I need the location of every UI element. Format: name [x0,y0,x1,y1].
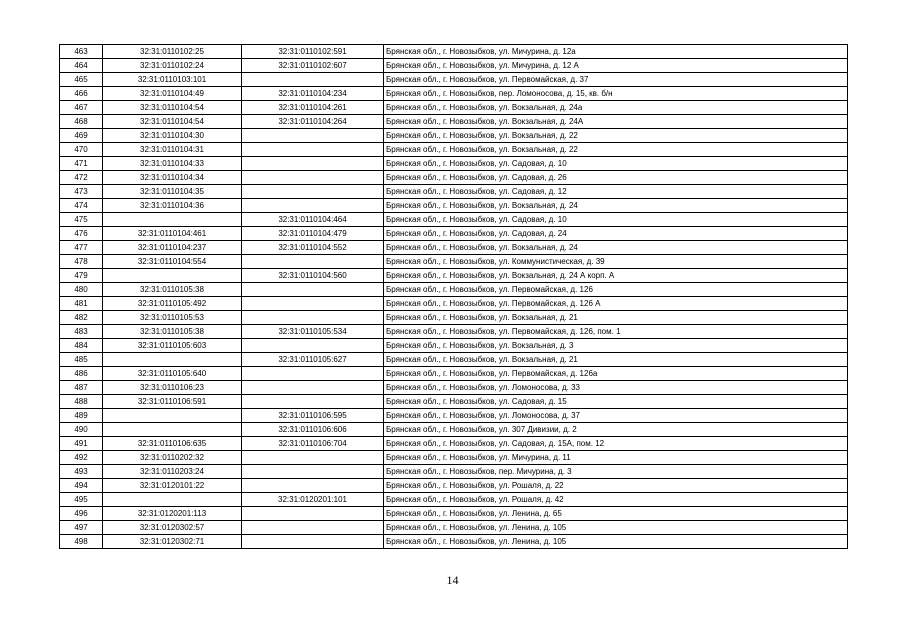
row-number-cell: 475 [60,213,103,227]
table-row [60,521,848,535]
row-number-cell: 468 [60,115,103,129]
address-cell: Брянская обл., г. Новозыбков, ул. Вокзальная, д. 22 [384,143,848,157]
row-number-cell: 494 [60,479,103,493]
table-row [60,227,848,241]
cadastral-number-cell: 32:31:0110106:23 [103,381,242,395]
building-cadastral-number-cell: 32:31:0110104:261 [242,101,384,115]
address-cell: Брянская обл., г. Новозыбков, ул. Вокзальная, д. 24 [384,241,848,255]
table-row [60,479,848,493]
table-row [60,381,848,395]
cadastral-number-cell: 32:31:0110203:24 [103,465,242,479]
building-cadastral-number-cell [242,171,384,185]
row-number-cell: 488 [60,395,103,409]
row-number-cell: 487 [60,381,103,395]
table-row [60,395,848,409]
row-number-cell: 476 [60,227,103,241]
address-cell: Брянская обл., г. Новозыбков, ул. Вокзальная, д. 22 [384,129,848,143]
table-row [60,45,848,59]
row-number-cell: 484 [60,339,103,353]
building-cadastral-number-cell [242,451,384,465]
cadastral-number-cell: 32:31:0110104:54 [103,101,242,115]
cadastral-number-cell: 32:31:0110104:49 [103,87,242,101]
address-cell: Брянская обл., г. Новозыбков, ул. Вокзальная, д. 24а [384,101,848,115]
building-cadastral-number-cell: 32:31:0110105:627 [242,353,384,367]
row-number-cell: 472 [60,171,103,185]
building-cadastral-number-cell: 32:31:0120201:101 [242,493,384,507]
row-number-cell: 464 [60,59,103,73]
building-cadastral-number-cell [242,185,384,199]
address-cell: Брянская обл., г. Новозыбков, ул. Садовая, д. 24 [384,227,848,241]
address-cell: Брянская обл., г. Новозыбков, ул. Первомайская, д. 37 [384,73,848,87]
building-cadastral-number-cell [242,143,384,157]
building-cadastral-number-cell [242,297,384,311]
address-cell: Брянская обл., г. Новозыбков, ул. Мичурина, д. 11 [384,451,848,465]
row-number-cell: 477 [60,241,103,255]
building-cadastral-number-cell [242,339,384,353]
building-cadastral-number-cell [242,367,384,381]
cadastral-number-cell: 32:31:0120201:113 [103,507,242,521]
table-row [60,423,848,437]
address-cell: Брянская обл., г. Новозыбков, ул. Коммунистическая, д. 39 [384,255,848,269]
table-row [60,241,848,255]
building-cadastral-number-cell [242,129,384,143]
address-cell: Брянская обл., г. Новозыбков, ул. Первомайская, д. 126а [384,367,848,381]
address-cell: Брянская обл., г. Новозыбков, пер. Ломоносова, д. 15, кв. б/н [384,87,848,101]
row-number-cell: 492 [60,451,103,465]
table-row [60,87,848,101]
table-row [60,507,848,521]
address-cell: Брянская обл., г. Новозыбков, ул. Садовая, д. 26 [384,171,848,185]
cadastral-number-cell: 32:31:0110106:635 [103,437,242,451]
cadastral-number-cell: 32:31:0110102:25 [103,45,242,59]
table-row [60,451,848,465]
row-number-cell: 478 [60,255,103,269]
cadastral-number-cell: 32:31:0110102:24 [103,59,242,73]
row-number-cell: 490 [60,423,103,437]
row-number-cell: 486 [60,367,103,381]
table-row [60,409,848,423]
cadastral-number-cell: 32:31:0110104:35 [103,185,242,199]
address-cell: Брянская обл., г. Новозыбков, ул. Ломоносова, д. 37 [384,409,848,423]
row-number-cell: 485 [60,353,103,367]
table-row [60,143,848,157]
cadastral-number-cell: 32:31:0110105:38 [103,325,242,339]
building-cadastral-number-cell [242,73,384,87]
address-cell: Брянская обл., г. Новозыбков, ул. Ленина, д. 105 [384,535,848,549]
building-cadastral-number-cell: 32:31:0110106:704 [242,437,384,451]
cadastral-number-cell: 32:31:0110105:53 [103,311,242,325]
address-cell: Брянская обл., г. Новозыбков, ул. Ломоносова, д. 33 [384,381,848,395]
row-number-cell: 497 [60,521,103,535]
building-cadastral-number-cell [242,311,384,325]
table-row [60,157,848,171]
cadastral-number-cell [103,213,242,227]
address-cell: Брянская обл., г. Новозыбков, ул. Вокзальная, д. 24 А корп. А [384,269,848,283]
building-cadastral-number-cell [242,381,384,395]
building-cadastral-number-cell [242,521,384,535]
cadastral-number-cell [103,409,242,423]
address-cell: Брянская обл., г. Новозыбков, ул. Садовая, д. 12 [384,185,848,199]
cadastral-number-cell: 32:31:0110105:38 [103,283,242,297]
address-cell: Брянская обл., г. Новозыбков, ул. Вокзальная, д. 3 [384,339,848,353]
address-cell: Брянская обл., г. Новозыбков, ул. 307 Дивизии, д. 2 [384,423,848,437]
cadastral-number-cell: 32:31:0110104:554 [103,255,242,269]
cadastral-number-cell [103,269,242,283]
cadastral-number-cell: 32:31:0110104:54 [103,115,242,129]
building-cadastral-number-cell [242,283,384,297]
row-number-cell: 463 [60,45,103,59]
cadastral-number-cell: 32:31:0120101:22 [103,479,242,493]
address-cell: Брянская обл., г. Новозыбков, ул. Ленина, д. 105 [384,521,848,535]
cadastral-number-cell: 32:31:0110104:237 [103,241,242,255]
building-cadastral-number-cell: 32:31:0110104:264 [242,115,384,129]
row-number-cell: 466 [60,87,103,101]
table-row [60,297,848,311]
table-row [60,115,848,129]
cadastral-number-cell: 32:31:0110104:31 [103,143,242,157]
address-cell: Брянская обл., г. Новозыбков, ул. Вокзальная, д. 24 [384,199,848,213]
row-number-cell: 496 [60,507,103,521]
table-row [60,213,848,227]
address-cell: Брянская обл., г. Новозыбков, ул. Вокзальная, д. 21 [384,353,848,367]
row-number-cell: 469 [60,129,103,143]
table-row [60,367,848,381]
address-cell: Брянская обл., г. Новозыбков, ул. Садовая, д. 10 [384,213,848,227]
row-number-cell: 495 [60,493,103,507]
row-number-cell: 498 [60,535,103,549]
table-row [60,437,848,451]
table-row [60,269,848,283]
table-row [60,353,848,367]
property-table [59,44,848,549]
table-row [60,185,848,199]
address-cell: Брянская обл., г. Новозыбков, ул. Рошаля, д. 42 [384,493,848,507]
table-row [60,73,848,87]
building-cadastral-number-cell: 32:31:0110104:464 [242,213,384,227]
table-row [60,283,848,297]
table-row [60,535,848,549]
row-number-cell: 481 [60,297,103,311]
building-cadastral-number-cell [242,465,384,479]
building-cadastral-number-cell: 32:31:0110106:595 [242,409,384,423]
table-row [60,199,848,213]
row-number-cell: 489 [60,409,103,423]
row-number-cell: 470 [60,143,103,157]
address-cell: Брянская обл., г. Новозыбков, ул. Мичурина, д. 12 А [384,59,848,73]
cadastral-number-cell [103,423,242,437]
table-row [60,325,848,339]
building-cadastral-number-cell [242,199,384,213]
building-cadastral-number-cell [242,479,384,493]
address-cell: Брянская обл., г. Новозыбков, ул. Ленина, д. 65 [384,507,848,521]
row-number-cell: 483 [60,325,103,339]
cadastral-number-cell: 32:31:0110104:461 [103,227,242,241]
building-cadastral-number-cell [242,255,384,269]
cadastral-number-cell [103,353,242,367]
cadastral-number-cell: 32:31:0120302:57 [103,521,242,535]
cadastral-number-cell: 32:31:0110106:591 [103,395,242,409]
table-row [60,465,848,479]
cadastral-number-cell: 32:31:0110202:32 [103,451,242,465]
building-cadastral-number-cell [242,395,384,409]
building-cadastral-number-cell: 32:31:0110105:534 [242,325,384,339]
address-cell: Брянская обл., г. Новозыбков, ул. Рошаля, д. 22 [384,479,848,493]
building-cadastral-number-cell [242,157,384,171]
cadastral-number-cell: 32:31:0110104:33 [103,157,242,171]
table-row [60,171,848,185]
cadastral-number-cell: 32:31:0110103:101 [103,73,242,87]
address-cell: Брянская обл., г. Новозыбков, ул. Садовая, д. 15А, пом. 12 [384,437,848,451]
building-cadastral-number-cell: 32:31:0110104:560 [242,269,384,283]
address-cell: Брянская обл., г. Новозыбков, ул. Вокзальная, д. 24А [384,115,848,129]
cadastral-number-cell: 32:31:0110104:30 [103,129,242,143]
address-cell: Брянская обл., г. Новозыбков, ул. Первомайская, д. 126 А [384,297,848,311]
property-table-body [60,45,848,549]
cadastral-number-cell: 32:31:0110105:492 [103,297,242,311]
cadastral-number-cell: 32:31:0110104:34 [103,171,242,185]
building-cadastral-number-cell: 32:31:0110102:591 [242,45,384,59]
cadastral-number-cell: 32:31:0110105:603 [103,339,242,353]
table-row [60,493,848,507]
building-cadastral-number-cell: 32:31:0110104:479 [242,227,384,241]
building-cadastral-number-cell: 32:31:0110104:234 [242,87,384,101]
cadastral-number-cell [103,493,242,507]
cadastral-number-cell: 32:31:0120302:71 [103,535,242,549]
table-row [60,59,848,73]
row-number-cell: 493 [60,465,103,479]
row-number-cell: 491 [60,437,103,451]
page-number: 14 [446,573,459,587]
table-row [60,255,848,269]
address-cell: Брянская обл., г. Новозыбков, пер. Мичурина, д. 3 [384,465,848,479]
address-cell: Брянская обл., г. Новозыбков, ул. Мичурина, д. 12а [384,45,848,59]
row-number-cell: 474 [60,199,103,213]
table-row [60,339,848,353]
table-row [60,311,848,325]
row-number-cell: 473 [60,185,103,199]
address-cell: Брянская обл., г. Новозыбков, ул. Вокзальная, д. 21 [384,311,848,325]
building-cadastral-number-cell: 32:31:0110106:606 [242,423,384,437]
building-cadastral-number-cell [242,535,384,549]
row-number-cell: 471 [60,157,103,171]
table-row [60,129,848,143]
row-number-cell: 482 [60,311,103,325]
cadastral-number-cell: 32:31:0110105:640 [103,367,242,381]
building-cadastral-number-cell [242,507,384,521]
address-cell: Брянская обл., г. Новозыбков, ул. Садовая, д. 15 [384,395,848,409]
table-row [60,101,848,115]
address-cell: Брянская обл., г. Новозыбков, ул. Садовая, д. 10 [384,157,848,171]
address-cell: Брянская обл., г. Новозыбков, ул. Первомайская, д. 126 [384,283,848,297]
row-number-cell: 480 [60,283,103,297]
building-cadastral-number-cell: 32:31:0110102:607 [242,59,384,73]
address-cell: Брянская обл., г. Новозыбков, ул. Первомайская, д. 126, пом. 1 [384,325,848,339]
cadastral-number-cell: 32:31:0110104:36 [103,199,242,213]
building-cadastral-number-cell: 32:31:0110104:552 [242,241,384,255]
row-number-cell: 465 [60,73,103,87]
row-number-cell: 479 [60,269,103,283]
row-number-cell: 467 [60,101,103,115]
